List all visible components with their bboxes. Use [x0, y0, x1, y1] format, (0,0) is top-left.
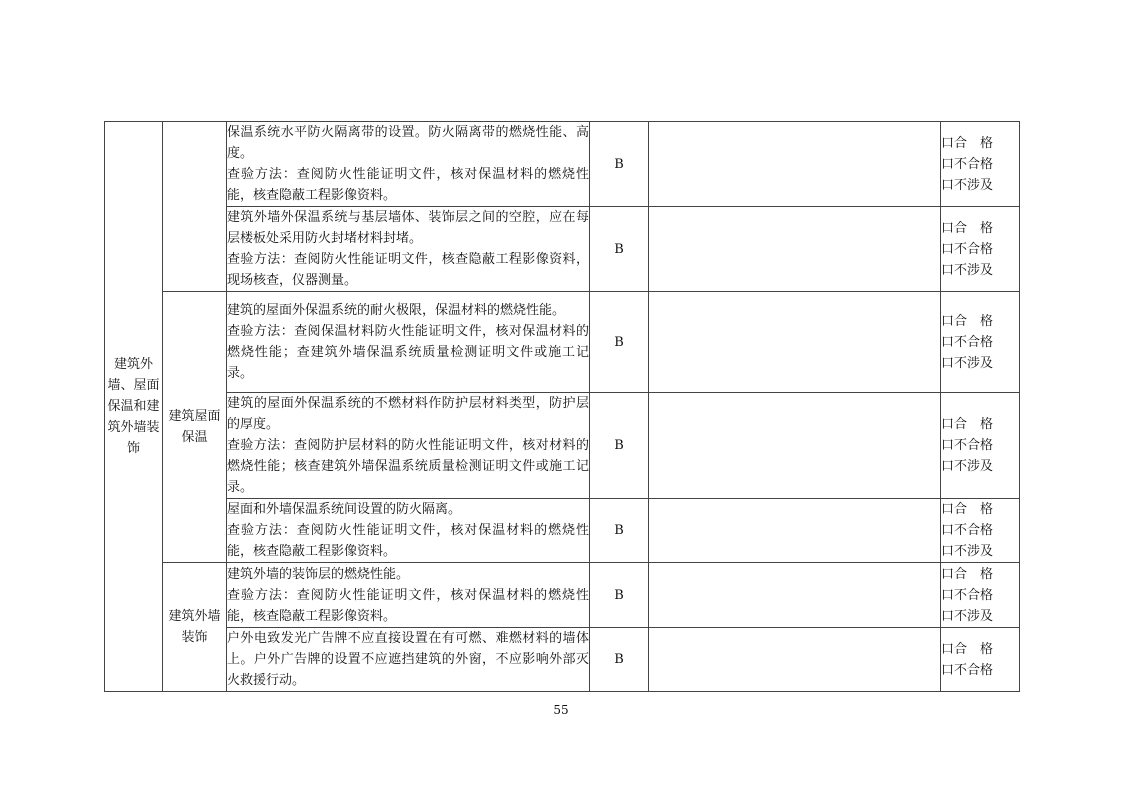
result-cell[interactable] [649, 122, 941, 207]
option-na[interactable]: 口不涉及 [941, 177, 994, 193]
option-fail[interactable]: 口不合格 [941, 587, 994, 603]
item-method: 查验方法：查阅保温材料防火性能证明文件，核对保温材料的燃烧性能；查建筑外墙保温系统质量检测证明文件或施工记录。 [227, 324, 589, 381]
item-method: 查验方法：查阅防火性能证明文件，核对保温材料的燃烧性能，核查隐蔽工程影像资料。 [227, 587, 589, 624]
item-cell [227, 207, 590, 292]
item-method: 查验方法：查阅防火性能证明文件，核对保温材料的燃烧性能，核查隐蔽工程影像资料。 [227, 523, 589, 559]
grade-cell: B [590, 393, 649, 499]
item-method: 查验方法：查阅防火性能证明文件，核对保温材料的燃烧性能，核查隐蔽工程影像资料。 [227, 167, 589, 203]
option-pass[interactable]: 口合 格 [941, 641, 994, 657]
option-na[interactable]: 口不涉及 [941, 355, 994, 371]
item-requirement: 保温系统水平防火隔离带的设置。防火隔离带的燃烧性能、高度。 [227, 125, 589, 161]
option-pass[interactable]: 口合 格 [941, 417, 994, 432]
table-row [105, 292, 1020, 393]
option-fail[interactable]: 口不合格 [941, 241, 994, 257]
item-cell [227, 499, 590, 563]
option-na[interactable]: 口不涉及 [941, 544, 994, 559]
grade-cell: B [590, 292, 649, 393]
item-requirement: 建筑的屋面外保温系统的不燃材料作防护层材料类型，防护层的厚度。 [227, 396, 589, 432]
options-cell [941, 628, 1020, 692]
option-na[interactable]: 口不涉及 [941, 459, 994, 474]
result-cell[interactable] [649, 563, 941, 628]
item-cell [227, 122, 590, 207]
page-number: 55 [553, 703, 569, 717]
table-row [105, 563, 1020, 628]
options-cell [941, 393, 1020, 499]
table-row [105, 499, 1020, 563]
table-row [105, 628, 1020, 692]
option-fail[interactable]: 口不合格 [941, 334, 994, 350]
item-cell [227, 563, 590, 628]
option-fail[interactable]: 口不合格 [941, 156, 994, 172]
item-cell [227, 292, 590, 393]
item-cell [227, 628, 590, 692]
result-cell[interactable] [649, 207, 941, 292]
item-requirement: 建筑外墙的装饰层的燃烧性能。 [227, 566, 410, 582]
item-method: 查验方法：查阅防火性能证明文件，核查隐蔽工程影像资料，现场核查，仪器测量。 [227, 252, 589, 288]
grade-cell: B [590, 563, 649, 628]
subcategory-roof: 建筑屋面保温 [163, 292, 227, 563]
result-cell[interactable] [649, 628, 941, 692]
options-cell [941, 207, 1020, 292]
item-method: 查验方法：查阅防护层材料的防火性能证明文件，核对材料的燃烧性能；核查建筑外墙保温系统质量检测证明文件或施工记录。 [227, 438, 589, 495]
category-cell: 建筑外墙、屋面保温和建筑外墙装饰 [105, 122, 163, 692]
option-pass[interactable]: 口合 格 [941, 313, 994, 329]
options-cell [941, 122, 1020, 207]
option-pass[interactable]: 口合 格 [941, 135, 994, 151]
item-requirement: 建筑的屋面外保温系统的耐火极限，保温材料的燃烧性能。 [227, 303, 566, 318]
options-cell [941, 563, 1020, 628]
option-na[interactable]: 口不涉及 [941, 262, 994, 278]
inspection-table [104, 121, 1020, 692]
grade-cell: B [590, 122, 649, 207]
grade-cell: B [590, 499, 649, 563]
option-pass[interactable]: 口合 格 [941, 566, 994, 582]
subcategory-decoration: 建筑外墙装饰 [163, 563, 227, 692]
item-requirement: 户外电致发光广告牌不应直接设置在有可燃、难燃材料的墙体上。户外广告牌的设置不应遮挡建筑的外窗，不应影响外部灭火救援行动。 [227, 631, 589, 688]
option-pass[interactable]: 口合 格 [941, 502, 994, 517]
table-row [105, 207, 1020, 292]
option-fail[interactable]: 口不合格 [941, 662, 994, 678]
item-requirement: 屋面和外墙保温系统间设置的防火隔离。 [227, 502, 462, 517]
table-row [105, 393, 1020, 499]
options-cell [941, 292, 1020, 393]
result-cell[interactable] [649, 499, 941, 563]
option-fail[interactable]: 口不合格 [941, 438, 994, 453]
result-cell[interactable] [649, 292, 941, 393]
result-cell[interactable] [649, 393, 941, 499]
option-na[interactable]: 口不涉及 [941, 608, 994, 624]
table-row [105, 122, 1020, 207]
option-pass[interactable]: 口合 格 [941, 220, 994, 236]
grade-cell: B [590, 628, 649, 692]
item-cell [227, 393, 590, 499]
options-cell [941, 499, 1020, 563]
subcategory-cell-empty [163, 122, 227, 292]
item-requirement: 建筑外墙外保温系统与基层墙体、装饰层之间的空腔，应在每层楼板处采用防火封堵材料封堵。 [227, 210, 589, 246]
option-fail[interactable]: 口不合格 [941, 523, 994, 538]
grade-cell: B [590, 207, 649, 292]
